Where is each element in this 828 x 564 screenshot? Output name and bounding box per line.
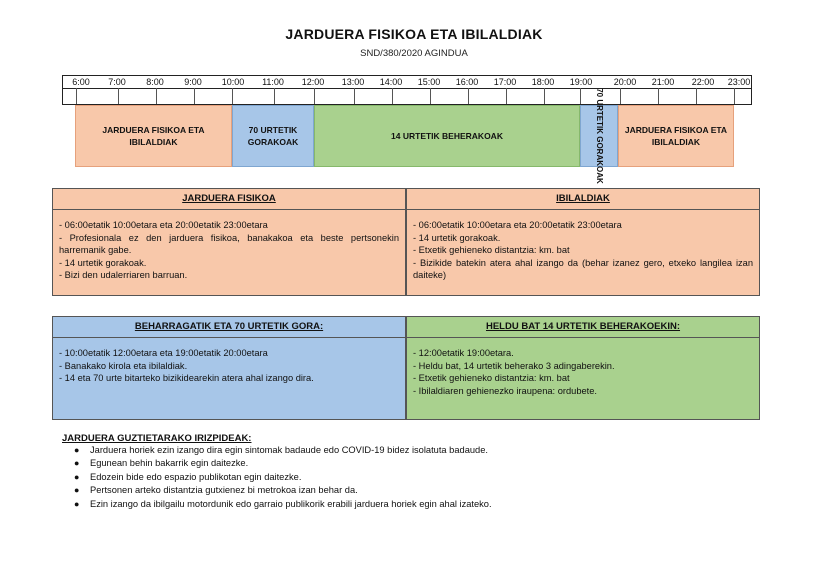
hour-tick <box>468 88 469 104</box>
criteria-item <box>74 484 770 497</box>
panel-line: - Bizi den udalerriaren barruan. <box>59 270 188 280</box>
panel-line: - Heldu bat, 14 urtetik beherako 3 adingaberekin. <box>413 360 615 371</box>
hour-label: 12:00 <box>301 77 325 87</box>
bullet-icon: ● <box>74 445 80 455</box>
hour-tick <box>314 88 315 104</box>
timeblock-label: 14 URTETIK BEHERAKOAK <box>391 131 503 141</box>
hour-tick <box>506 88 507 104</box>
panel-title: HELDU BAT 14 URTETIK BEHERAKOEKIN: <box>407 317 759 338</box>
hour-tick <box>118 88 119 104</box>
panel-line: - 14 eta 70 urte bitarteko bizikidearekin atera ahal izango dira. <box>59 373 314 383</box>
criteria-item <box>74 444 770 457</box>
hour-tick <box>232 88 233 104</box>
hour-tick <box>734 88 735 104</box>
panel-title: BEHARRAGATIK ETA 70 URTETIK GORA: <box>53 317 405 338</box>
hour-tick <box>620 88 621 104</box>
bullet-icon: ● <box>74 498 80 509</box>
timeblock-label: 70 URTETIK GORAKOAK <box>595 88 604 184</box>
hour-label: 7:00 <box>108 77 126 87</box>
bullet-icon: ● <box>74 485 80 496</box>
criteria-item-text: Egunean behin bakarrik egin daitezke. <box>90 458 249 469</box>
panel-line: - 06:00etatik 10:00etara eta 20:00etatik 23:00etara <box>59 220 268 230</box>
hour-label: 23:00 <box>727 77 751 87</box>
hour-label: 10:00 <box>221 77 245 87</box>
criteria-item-text: Jarduera horiek ezin izango dira egin sintomak badaude edo COVID-19 bidez isolatuta badaude. <box>90 445 488 455</box>
criteria-title-text: JARDUERA GUZTIETARAKO IRIZPIDEAK: <box>62 433 252 444</box>
document-subtitle: SND/380/2020 AGINDUA <box>360 48 468 59</box>
criteria-title <box>62 433 251 444</box>
panel-heldu-14 <box>406 316 760 420</box>
hour-label: 18:00 <box>531 77 555 87</box>
timeblock-14-afternoon <box>314 105 580 167</box>
timeblock-70-evening <box>580 88 618 184</box>
panel-jarduera-fisikoa <box>52 188 406 296</box>
hour-tick <box>76 88 77 104</box>
hour-label: 14:00 <box>379 77 403 87</box>
panel-ibilaldiak <box>406 188 760 296</box>
hour-label: 19:00 <box>569 77 593 87</box>
panel-line: - Etxetik gehieneko distantzia: km. bat <box>413 373 570 383</box>
criteria-item-text: Pertsonen arteko distantzia gutxienez bi metrokoa izan behar da. <box>90 485 358 496</box>
document-title: JARDUERA FISIKOA ETA IBILALDIAK <box>285 26 543 42</box>
bullet-icon: ● <box>74 458 80 469</box>
timeblock-label: JARDUERA FISIKOA ETA IBILALDIAK <box>624 125 728 147</box>
panel-line: - 10:00etatik 12:00etara eta 19:00etatik 20:00etara <box>59 348 268 358</box>
hour-label: 21:00 <box>651 77 675 87</box>
timeblock-70-morning <box>232 105 314 167</box>
bullet-icon: ● <box>74 471 80 482</box>
hour-label: 9:00 <box>184 77 202 87</box>
panel-line: - Bizikide batekin atera ahal izango da (behar izanez gero, etxeko langilea izan daiteke) <box>413 257 753 280</box>
hour-label: 17:00 <box>493 77 517 87</box>
hour-tick <box>194 88 195 104</box>
panel-title: JARDUERA FISIKOA <box>53 189 405 210</box>
hour-label: 8:00 <box>146 77 164 87</box>
criteria-item <box>74 457 770 470</box>
timeblock-label: JARDUERA FISIKOA ETA IBILALDIAK <box>102 125 205 147</box>
hour-tick <box>544 88 545 104</box>
panel-beharragatik-70 <box>52 316 406 420</box>
hour-tick <box>580 88 581 104</box>
criteria-item <box>74 498 770 511</box>
panel-line: - 06:00etatik 10:00etara eta 20:00etatik 23:00etara <box>413 220 622 230</box>
hour-label: 11:00 <box>262 77 284 87</box>
hour-label: 20:00 <box>613 77 637 87</box>
hour-strip <box>63 76 751 89</box>
panel-line: - Profesionala ez den jarduera fisikoa, banakakoa eta beste pertsonekin harremanik gabe. <box>59 232 399 255</box>
hour-tick <box>430 88 431 104</box>
timeblock-jarduera-morning <box>75 105 232 167</box>
criteria-item <box>74 471 770 484</box>
panel-title: IBILALDIAK <box>407 189 759 210</box>
hour-tick <box>392 88 393 104</box>
panel-line: - 12:00etatik 19:00etara. <box>413 348 514 358</box>
panel-line: - Ibilaldiaren gehienezko iraupena: ordubete. <box>413 385 597 396</box>
hour-label: 6:00 <box>72 77 90 87</box>
hour-tick <box>274 88 275 104</box>
panel-line: - Banakako kirola eta ibilaldiak. <box>59 360 188 371</box>
hour-tick <box>354 88 355 104</box>
hour-tick <box>696 88 697 104</box>
panel-line: - 14 urtetik gorakoak. <box>413 232 501 243</box>
criteria-list <box>62 444 770 511</box>
panel-line: - Etxetik gehieneko distantzia: km. bat <box>413 245 570 255</box>
hour-label: 15:00 <box>417 77 441 87</box>
hour-label: 16:00 <box>455 77 479 87</box>
hour-label: 22:00 <box>691 77 715 87</box>
hour-tick <box>658 88 659 104</box>
criteria-item-text: Ezin izango da ibilgailu motordunik edo garraio publikorik erabili jarduera horiek egin ahal izateko. <box>90 498 492 509</box>
timeblock-label: 70 URTETIK GORAKOAK <box>247 125 299 147</box>
hour-label: 13:00 <box>341 77 365 87</box>
hour-tick <box>156 88 157 104</box>
criteria-item-text: Edozein bide edo espazio publikotan egin daitezke. <box>90 471 302 482</box>
panel-line: - 14 urtetik gorakoak. <box>59 257 147 268</box>
hour-timeline <box>62 75 752 105</box>
timeblock-jarduera-evening <box>618 105 734 167</box>
